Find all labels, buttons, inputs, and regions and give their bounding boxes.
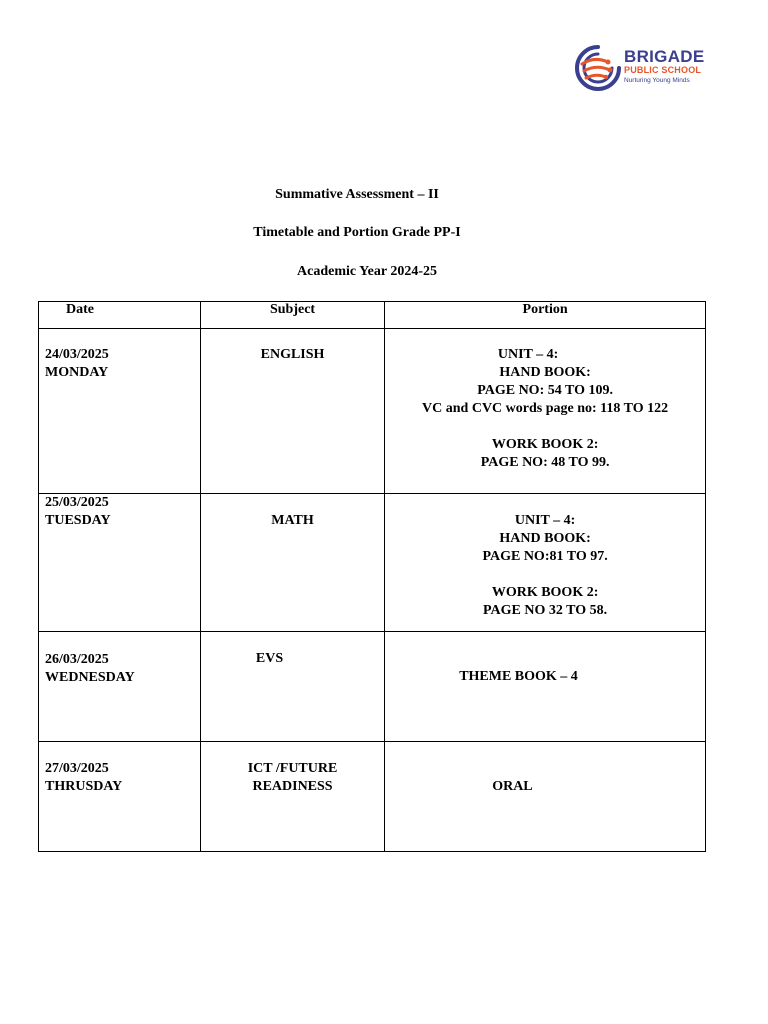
portion-line: PAGE NO: 48 TO 99. xyxy=(480,455,610,470)
logo-tagline: Nurturing Young Minds xyxy=(624,77,690,84)
table-row xyxy=(39,742,706,852)
subject-cell xyxy=(200,494,384,632)
header-date: Date xyxy=(39,302,201,329)
document-title: Summative Assessment – II xyxy=(275,187,439,202)
portion-line: PAGE NO: 54 TO 109. xyxy=(477,383,613,398)
portion-line: WORK BOOK 2: xyxy=(491,437,599,452)
logo-school: PUBLIC SCHOOL xyxy=(624,65,702,75)
exam-day: THRUSDAY xyxy=(45,779,123,794)
portion-line: UNIT – 4: xyxy=(514,513,576,528)
exam-day: WEDNESDAY xyxy=(45,670,135,685)
logo-text xyxy=(624,48,705,85)
date-cell xyxy=(39,329,201,494)
subject-cell xyxy=(200,632,384,742)
table-header-row xyxy=(39,302,706,329)
exam-date: 24/03/2025 xyxy=(45,347,109,362)
header-subject: Subject xyxy=(200,302,384,329)
subject-cell xyxy=(200,742,384,852)
portion-spacer xyxy=(385,566,705,584)
subject-line: READINESS xyxy=(252,779,333,794)
portion-cell xyxy=(385,494,706,632)
portion-cell xyxy=(385,329,706,494)
school-logo xyxy=(574,44,708,92)
portion-line: PAGE NO:81 TO 97. xyxy=(482,549,608,564)
portion-cell xyxy=(385,742,706,852)
portion-line: ORAL xyxy=(492,779,533,794)
subject-line: MATH xyxy=(271,513,314,528)
portion-line: THEME BOOK – 4 xyxy=(459,669,578,684)
document-subtitle: Timetable and Portion Grade PP-I xyxy=(253,225,461,240)
exam-day: MONDAY xyxy=(45,365,109,380)
portion-line: UNIT – 4: xyxy=(497,347,559,362)
table-row xyxy=(39,632,706,742)
portion-cell xyxy=(385,632,706,742)
portion-line: HAND BOOK: xyxy=(499,365,591,380)
portion-spacer xyxy=(385,418,705,436)
exam-day: TUESDAY xyxy=(45,513,111,528)
portion-line: HAND BOOK: xyxy=(499,531,591,546)
header-portion: Portion xyxy=(385,302,706,329)
date-cell xyxy=(39,632,201,742)
portion-line: VC and CVC words page no: 118 TO 122 xyxy=(422,401,669,416)
portion-line: PAGE NO 32 TO 58. xyxy=(483,603,608,618)
exam-date: 26/03/2025 xyxy=(45,652,109,667)
date-cell xyxy=(39,742,201,852)
academic-year: Academic Year 2024-25 xyxy=(297,264,437,279)
exam-date: 27/03/2025 xyxy=(45,761,109,776)
logo-name: BRIGADE xyxy=(624,47,705,66)
exam-date: 25/03/2025 xyxy=(45,495,109,510)
logo-emblem-icon xyxy=(574,44,622,92)
portion-line: WORK BOOK 2: xyxy=(491,585,599,600)
subject-line: EVS xyxy=(255,651,284,666)
subject-line: ENGLISH xyxy=(260,347,325,362)
timetable xyxy=(38,301,706,852)
date-cell xyxy=(39,494,201,632)
table-row xyxy=(39,494,706,632)
subject-line: ICT /FUTURE xyxy=(247,761,338,776)
table-row xyxy=(39,329,706,494)
